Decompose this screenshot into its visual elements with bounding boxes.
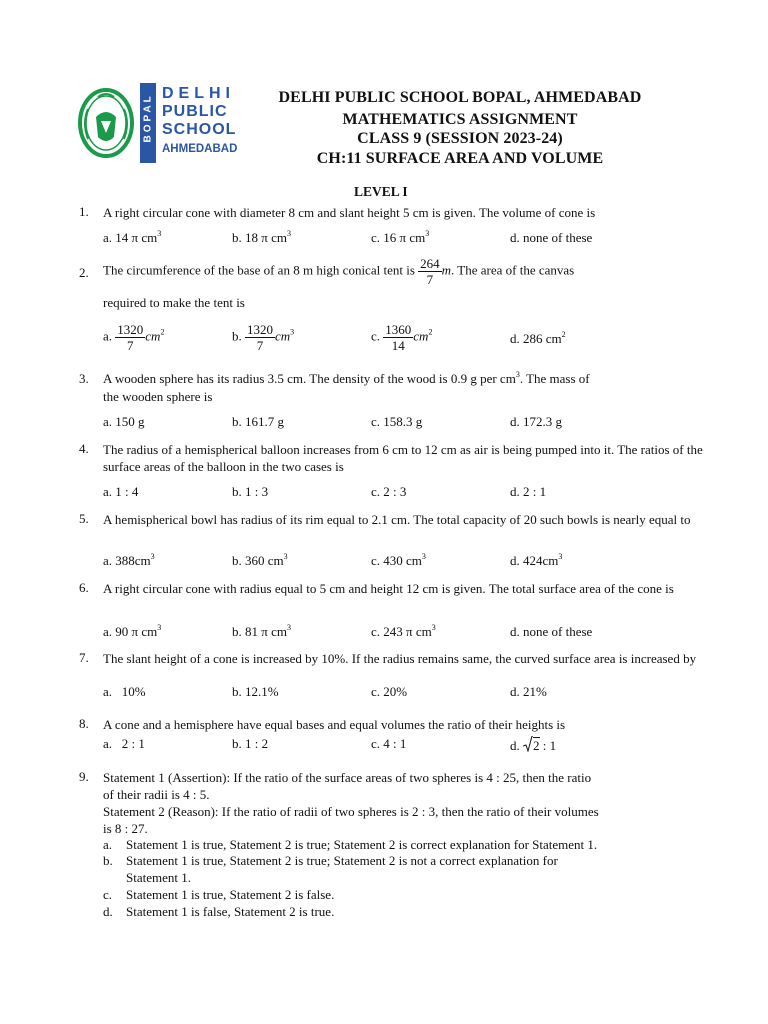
assertion-text: Statement 1 (Assertion): If the ratio of the surface areas of two spheres is 4 : 25, then the ratio xyxy=(103,770,592,785)
option-b: b. 360 $cm^3$ xyxy=(232,552,288,568)
option-b: b. 12.1% xyxy=(232,684,279,699)
reason-text: Statement 2 (Reason): If the ratio of radii of two spheres is 2 : 3, then the ratio of their volumes xyxy=(103,804,599,819)
fraction: $\frac{264}{7}$ xyxy=(420,256,440,287)
level-heading: LEVEL I xyxy=(354,184,408,199)
option-a: a. 150 g xyxy=(103,414,145,429)
question-text: The slant height of a cone is increased by 10%. If the radius remains same, the curved surface area is increased by xyxy=(103,651,697,666)
option-c: c. 158.3 g xyxy=(371,414,423,429)
option-b: b. 18 π $cm^3$ xyxy=(232,229,291,245)
option-c: c. 20% xyxy=(371,684,408,699)
question-number: 6. xyxy=(79,580,89,595)
question-text: A right circular cone with diameter 8 cm and slant height 5 cm is given. The volume of cone is xyxy=(103,205,596,220)
option-c: c. 430 $cm^3$ xyxy=(371,552,426,568)
question-text: The circumference of the base of an 8 m high conical tent is $\frac{264}{7}$ m. The area of the canvas xyxy=(103,256,575,287)
chapter-title: CH:11 SURFACE AREA AND VOLUME xyxy=(316,150,604,167)
assignment-title: MATHEMATICS ASSIGNMENT xyxy=(342,111,578,128)
question-number: 5. xyxy=(79,511,89,526)
question-text: A wooden sphere has its radius 3.5 cm. The density of the wood is 0.9 g per $cm^3$. The mass of xyxy=(103,370,590,386)
option-d: d. none of these xyxy=(510,230,593,245)
option-a: a. 1 : 4 xyxy=(103,484,139,499)
school-crest-icon xyxy=(78,87,134,161)
question-text-line-2: the wooden sphere is xyxy=(103,389,213,404)
question-number: 7. xyxy=(79,650,89,665)
question-number: 3. xyxy=(79,371,89,386)
option-c: c. 16 π $cm^3$ xyxy=(371,229,430,245)
logo-line-2: PUBLIC xyxy=(162,103,228,120)
question-text: A cone and a hemisphere have equal bases and equal volumes the ratio of their heights is xyxy=(103,717,566,732)
school-logo xyxy=(78,83,244,163)
option-c: c. 4 : 1 xyxy=(371,736,407,751)
question-number: 2. xyxy=(79,265,89,280)
option-d: d. 2 : 1 xyxy=(510,484,547,499)
option-b: b. 161.7 g xyxy=(232,414,284,429)
option-a: a. 2 : 1 xyxy=(103,736,145,751)
option-c: c. $\frac{1360}{14}$ $cm^2$ xyxy=(371,322,433,353)
logo-line-4: AHMEDABAD xyxy=(162,143,238,155)
option-c: Statement 1 is true, Statement 2 is false. xyxy=(126,887,335,902)
option-a-label: a. xyxy=(103,837,113,852)
option-b: b. 1 : 2 xyxy=(232,736,269,751)
question-text: The radius of a hemispherical balloon increases from 6 cm to 12 cm as air is being pumped into it. The ratios of the surface areas of the balloon in the two cases is xyxy=(103,442,703,474)
option-d: d. 21% xyxy=(510,684,547,699)
question-text: A right circular cone with radius equal to 5 cm and height 12 cm is given. The total surface area of the cone is xyxy=(103,581,674,596)
school-name: DELHI PUBLIC SCHOOL BOPAL, AHMEDABAD xyxy=(278,89,642,106)
assertion-text-line-2: of their radii is 4 : 5. xyxy=(103,787,210,802)
question-number: 9. xyxy=(79,769,89,784)
question-number: 1. xyxy=(79,204,89,219)
option-b-line-2: Statement 1. xyxy=(126,870,191,885)
option-d: d. 172.3 g xyxy=(510,414,562,429)
question-number: 8. xyxy=(79,716,89,731)
question-number: 4. xyxy=(79,441,89,456)
option-c: c. 2 : 3 xyxy=(371,484,407,499)
option-b: b. 81 π $cm^3$ xyxy=(232,623,291,639)
option-a: a. $388cm^3$ xyxy=(103,552,155,568)
option-b-label: b. xyxy=(103,853,113,868)
option-b: b. 1 : 3 xyxy=(232,484,269,499)
option-d: d. $424cm^3$ xyxy=(510,552,563,568)
option-a: a. 10% xyxy=(103,684,146,699)
option-c: c. 243 π $cm^3$ xyxy=(371,623,436,639)
reason-text-line-2: is 8 : 27. xyxy=(103,821,148,836)
logo-line-3: SCHOOL xyxy=(162,121,237,138)
option-a: a. 14 π $cm^3$ xyxy=(103,229,162,245)
question-text-line-2: required to make the tent is xyxy=(103,295,245,310)
option-c-label: c. xyxy=(103,887,113,902)
logo-line-1: DELHI xyxy=(162,85,235,102)
option-d-label: d. xyxy=(103,904,113,919)
logo-vertical-text: BOPAL xyxy=(142,93,154,143)
option-b: Statement 1 is true, Statement 2 is true; Statement 2 is not a correct explanation for xyxy=(126,853,558,868)
option-d: d. 286 $cm^2$ xyxy=(510,330,566,346)
question-text: A hemispherical bowl has radius of its rim equal to 2.1 cm. The total capacity of 20 such bowls is nearly equal to xyxy=(103,512,691,527)
option-a: a. $\frac{1320}{7}$ $cm^2$ xyxy=(103,322,165,353)
option-d: Statement 1 is false, Statement 2 is true. xyxy=(126,904,335,919)
option-a: a. 90 π $cm^3$ xyxy=(103,623,162,639)
option-b: b. $\frac{1320}{7}$ $cm^3$ xyxy=(232,322,295,353)
option-a: Statement 1 is true, Statement 2 is true; Statement 2 is correct explanation for Statement 1. xyxy=(126,837,598,852)
square-root-icon xyxy=(523,736,533,752)
class-session: CLASS 9 (SESSION 2023-24) xyxy=(357,130,563,147)
option-d: d. none of these xyxy=(510,624,593,639)
option-d: d. 2 : 1 xyxy=(510,738,557,753)
